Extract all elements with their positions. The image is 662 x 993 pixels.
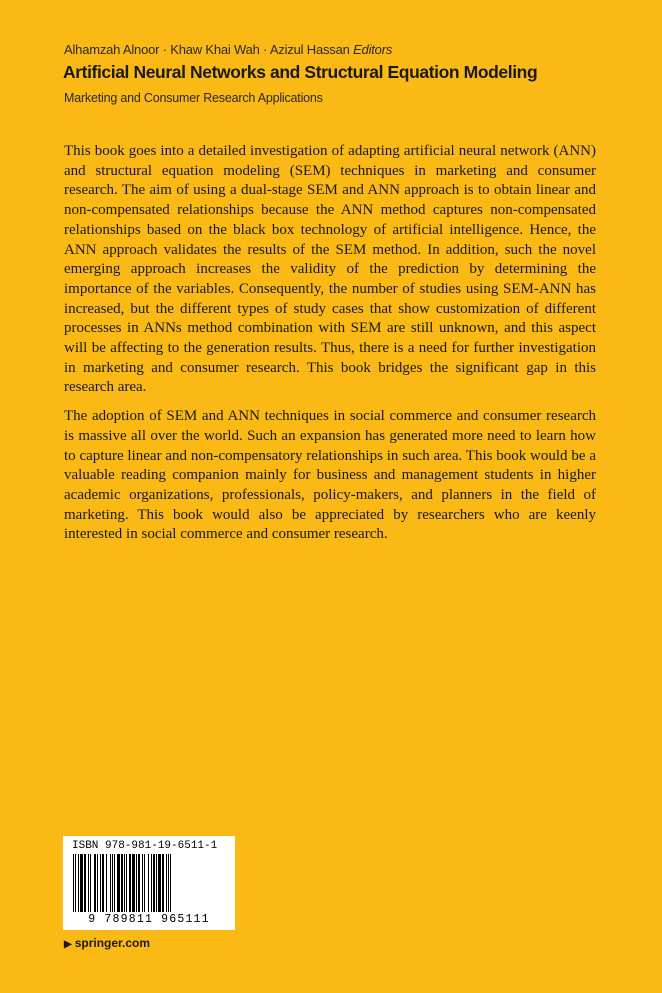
barcode-bar [88, 854, 89, 912]
barcode-bar [166, 854, 167, 912]
editors-names: Alhamzah Alnoor · Khaw Khai Wah · Azizul Hassan [64, 42, 350, 57]
barcode-bar [151, 854, 152, 912]
barcode-bar [117, 854, 120, 912]
isbn-barcode [63, 836, 235, 930]
barcode-bar [126, 854, 127, 912]
description-paragraph: The adoption of SEM and ANN techniques in social commerce and consumer research is massive all over the world. Such an expansion has generated more need to learn how to capture linear and non-compensatory relationships in such area. This book would be a valuable reading companion mainly for business and management students in higher academic organizations, professionals, policy-makers, and planners in the field of marketing. This book would also be appreciated by researchers who are keenly interested in social commerce and consumer research. [64, 408, 596, 543]
barcode-bar [153, 854, 155, 912]
barcode-bar [170, 854, 171, 912]
barcode-bar [112, 854, 113, 912]
barcode-bars [71, 854, 227, 912]
barcode-bar [124, 854, 125, 912]
barcode-bar [106, 854, 107, 912]
book-description [64, 142, 596, 554]
publisher-link[interactable] [64, 936, 150, 950]
barcode-bar [121, 854, 123, 912]
barcode-bar [144, 854, 145, 912]
editors-line [64, 42, 392, 57]
barcode-bar [138, 854, 140, 912]
barcode-bar [156, 854, 157, 912]
barcode-bar [148, 854, 149, 912]
description-paragraph: This book goes into a detailed investigation of adapting artificial neural network (ANN) and structural equation modeling (SEM) techniques in marketing and consumer research. The aim of using a dual-stage SEM and ANN approach is to obtain linear and non-compensated relationships because the ANN method captures non-compensated relationships based on the black box technology of artificial intelligence. Hence, the ANN approach validates the results of the SEM method. In addition, such the novel emerging approach increases the validity of the prediction by determining the importance of the variables. Consequently, the number of studies using SEM-ANN has increased, but the different types of study cases that show customization of different processes in ANNs method combination with SEM are still unknown, and this aspect will be affecting to the generation results. Thus, there is a need for further investigation in marketing and consumer research. This book bridges the significant gap in this research area. [64, 143, 596, 396]
barcode-bar [168, 854, 169, 912]
barcode-bar [73, 854, 74, 912]
barcode-bar [97, 854, 98, 912]
barcode-bar [78, 854, 79, 912]
editors-role: Editors [353, 42, 393, 57]
barcode-bar [142, 854, 143, 912]
barcode-bar [114, 854, 115, 912]
barcode-bar [94, 854, 96, 912]
arrow-right-icon: ▶ [64, 939, 72, 950]
barcode-bar [132, 854, 135, 912]
barcode-bar [75, 854, 76, 912]
barcode-bar [90, 854, 91, 912]
barcode-bar [102, 854, 104, 912]
book-title: Artificial Neural Networks and Structural Equation Modeling [63, 62, 538, 82]
publisher-url: springer.com [74, 936, 151, 950]
book-subtitle: Marketing and Consumer Research Applications [64, 91, 323, 105]
barcode-digits: 9 789811 965111 [88, 913, 210, 926]
barcode-bar [158, 854, 161, 912]
barcode-bar [129, 854, 131, 912]
barcode-bar [162, 854, 164, 912]
barcode-bar [80, 854, 83, 912]
barcode-bar [84, 854, 86, 912]
barcode-bar [100, 854, 101, 912]
barcode-bar [136, 854, 137, 912]
barcode-bar [110, 854, 111, 912]
isbn-label: ISBN 978-981-19-6511-1 [72, 840, 218, 852]
